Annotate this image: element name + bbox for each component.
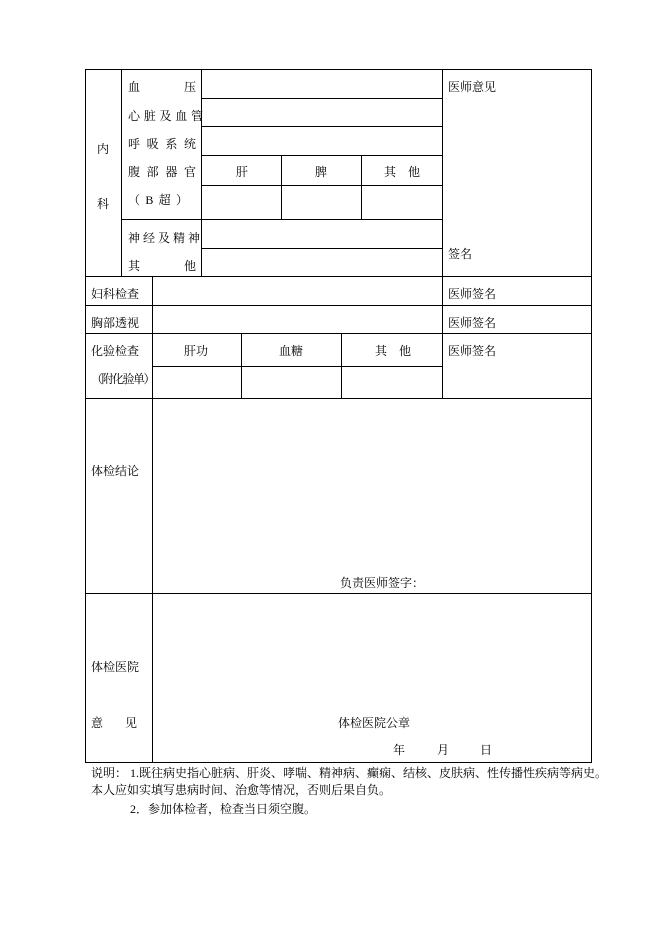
row-label-neuro-mental: 神 经 及 精 神 <box>128 231 200 245</box>
divider <box>201 248 442 249</box>
divider <box>85 333 592 334</box>
conclusion-label: 体检结论 <box>91 464 140 478</box>
lab-sub-label: （附化验单） <box>91 372 155 386</box>
divider <box>152 276 153 763</box>
table-border-right <box>591 69 592 763</box>
divider <box>201 185 442 186</box>
lab-col-other: 其 他 <box>375 344 412 358</box>
divider <box>201 98 442 99</box>
divider <box>341 333 342 398</box>
col-header-spleen: 脾 <box>315 165 328 179</box>
date-month: 月 <box>437 743 450 757</box>
note-line-3: 2．参加体检者，检查当日须空腹。 <box>130 802 317 816</box>
date-day: 日 <box>480 743 493 757</box>
row-label-other: 其 他 <box>128 259 196 273</box>
table-border-left <box>85 69 86 763</box>
col-header-other: 其 他 <box>384 165 421 179</box>
hospital-label: 体检医院 <box>91 660 140 674</box>
lab-col-blood-sugar: 血糖 <box>279 344 304 358</box>
lab-col-liver-function: 肝功 <box>184 344 209 358</box>
divider <box>121 69 122 277</box>
divider <box>201 69 202 277</box>
col-header-liver: 肝 <box>236 165 249 179</box>
divider <box>201 155 442 156</box>
section-label-internal-1: 内 <box>97 142 110 156</box>
row-label-blood-pressure: 血 压 <box>128 80 196 94</box>
table-border-top <box>85 69 592 70</box>
divider <box>361 155 362 219</box>
divider <box>121 219 442 220</box>
section-label-internal-2: 科 <box>97 197 110 211</box>
doctor-opinion-label: 医师意见 <box>448 80 497 94</box>
divider <box>241 333 242 398</box>
row-label-abdominal: 腹 部 器 官 <box>128 165 196 179</box>
gynecology-label: 妇科检查 <box>91 287 140 301</box>
row-label-heart-vessels: 心 脏 及 血 管 <box>128 109 203 123</box>
divider <box>85 305 592 306</box>
lab-signature-label: 医师签名 <box>448 344 497 358</box>
hospital-seal-label: 体检医院公章 <box>338 716 411 730</box>
hospital-opinion-label: 意 见 <box>91 716 137 730</box>
responsible-doctor-signature: 负责医师签字： <box>340 576 425 590</box>
divider <box>201 126 442 127</box>
divider <box>85 593 592 594</box>
divider <box>152 366 442 367</box>
lab-label: 化验检查 <box>91 344 140 358</box>
divider <box>85 398 592 399</box>
chest-xray-label: 胸部透视 <box>91 316 140 330</box>
divider <box>442 69 443 398</box>
gynecology-signature-label: 医师签名 <box>448 287 497 301</box>
chest-xray-signature-label: 医师签名 <box>448 316 497 330</box>
divider <box>85 276 592 277</box>
divider <box>281 155 282 219</box>
table-border-bottom <box>85 762 592 763</box>
note-line-1: 说明： 1.既往病史指心脏病、肝炎、哮喘、精神病、癫痫、结核、皮肤病、性传播性疾病等病史。 <box>91 766 608 780</box>
row-label-b-ultrasound: （ B 超 ） <box>128 193 188 207</box>
row-label-respiratory: 呼 吸 系 统 <box>128 137 196 151</box>
signature-label: 签名 <box>448 247 473 261</box>
note-line-2: 本人应如实填写患病时间、治愈等情况，否则后果自负。 <box>91 783 392 797</box>
date-year: 年 <box>393 743 406 757</box>
